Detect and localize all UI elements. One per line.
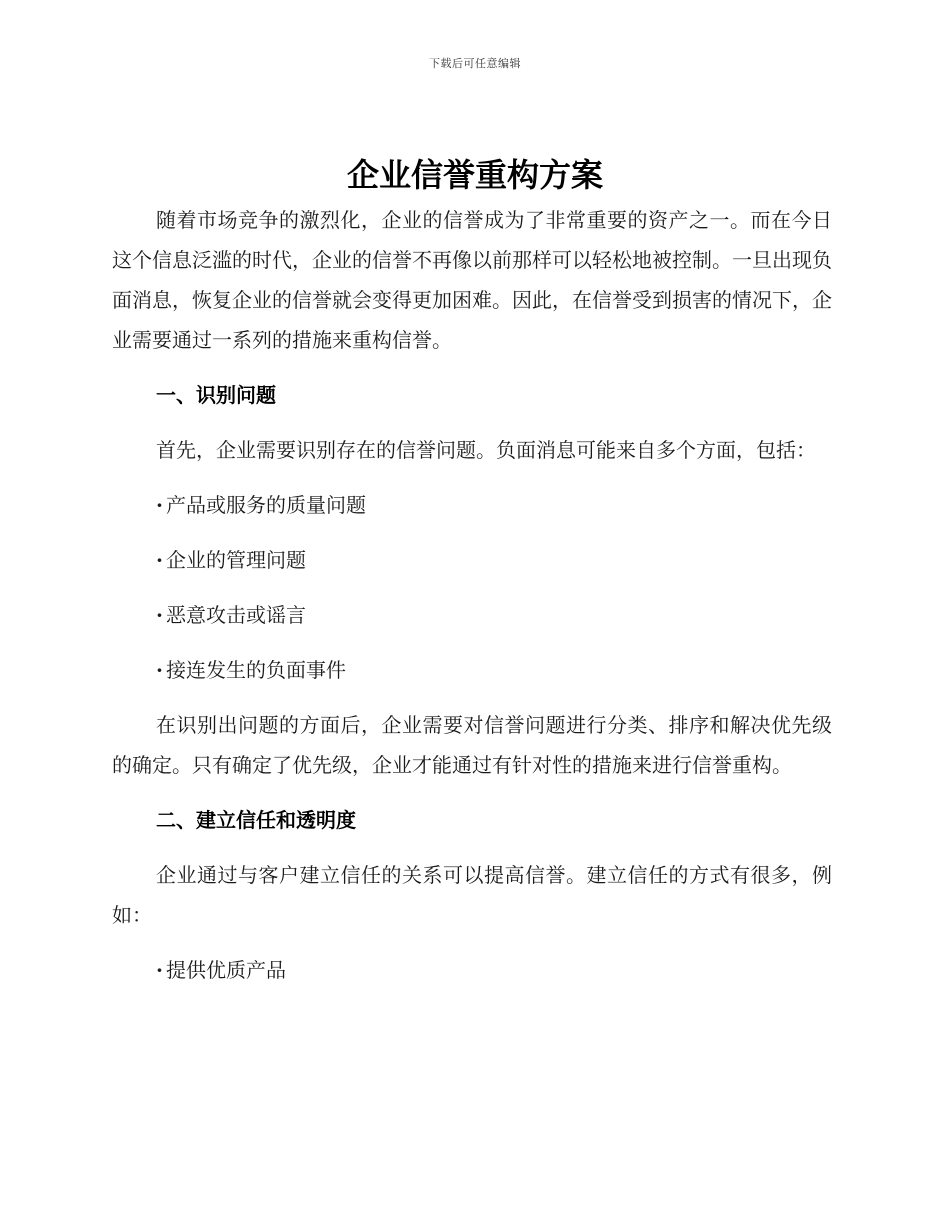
list-item: [112, 595, 832, 635]
section-2-heading: 二、建立信任和透明度: [156, 808, 356, 832]
bullet-icon: ·: [156, 958, 163, 982]
list-item-text: 恶意攻击或谣言: [166, 603, 306, 627]
list-item-text: 提供优质产品: [166, 958, 286, 982]
list-item: [112, 540, 832, 580]
list-item: [112, 485, 832, 525]
document-title: 企业信誉重构方案: [346, 156, 603, 194]
section-1-lead: 首先，企业需要识别存在的信誉问题。负面消息可能来自多个方面，包括：: [156, 438, 816, 462]
section-2-lead: 企业通过与客户建立信任的关系可以提高信誉。建立信任的方式有很多，例如：: [112, 863, 832, 927]
list-item-text: 产品或服务的质量问题: [166, 493, 366, 517]
list-item: [112, 950, 832, 990]
section-1-heading: 一、识别问题: [156, 383, 276, 407]
document-body: [112, 200, 832, 990]
list-item-text: 接连发生的负面事件: [166, 658, 346, 682]
intro-paragraph: 随着市场竞争的激烈化，企业的信誉成为了非常重要的资产之一。而在今日这个信息泛滥的时代，企业的信誉不再像以前那样可以轻松地被控制。一旦出现负面消息，恢复企业的信誉就会变得更加困难。因此，在信誉受到损害的情况下，企业需要通过一系列的措施来重构信誉。: [112, 208, 832, 352]
bullet-icon: ·: [156, 658, 163, 682]
bullet-icon: ·: [156, 548, 163, 572]
list-item: [112, 650, 832, 690]
section-1-closing: 在识别出问题的方面后，企业需要对信誉问题进行分类、排序和解决优先级的确定。只有确定了优先级，企业才能通过有针对性的措施来进行信誉重构。: [112, 713, 832, 777]
bullet-icon: ·: [156, 603, 163, 627]
bullet-icon: ·: [156, 493, 163, 517]
page-header-note: 下载后可任意编辑: [429, 57, 521, 70]
list-item-text: 企业的管理问题: [166, 548, 306, 572]
